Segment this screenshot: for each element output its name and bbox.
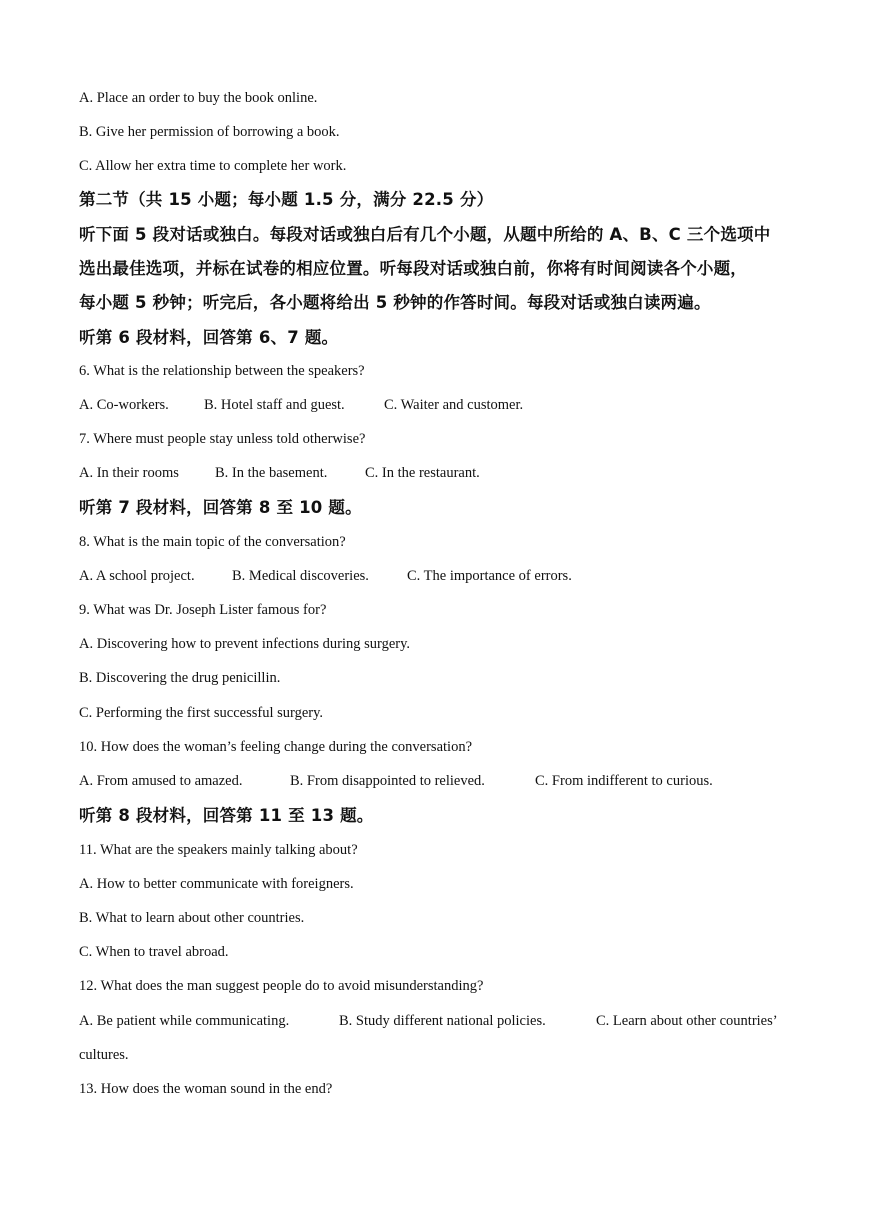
q11-question: 11. What are the speakers mainly talking about?	[79, 842, 358, 858]
q12-question: 12. What does the man suggest people do to avoid misunderstanding?	[79, 978, 484, 994]
q5-option-a: A. Place an order to buy the book online.	[79, 90, 318, 106]
material6-heading: 听第 6 段材料，回答第 6、7 题。	[79, 328, 339, 347]
q6-options	[79, 395, 523, 415]
q11-option-c: C. When to travel abroad.	[79, 944, 229, 960]
q6-option-a: A. Co-workers.	[79, 397, 169, 413]
q6-question: 6. What is the relationship between the speakers?	[79, 363, 365, 379]
section2-instruction-line3: 每小题 5 秒钟；听完后，各小题将给出 5 秒钟的作答时间。每段对话或独白读两遍。	[79, 293, 711, 312]
q10-option-a: A. From amused to amazed.	[79, 773, 243, 789]
q12-option-c-continued: cultures.	[79, 1047, 129, 1063]
q9-option-c: C. Performing the first successful surgery.	[79, 705, 324, 721]
q5-option-c: C. Allow her extra time to complete her work.	[79, 158, 347, 174]
q8-option-b: B. Medical discoveries.	[232, 568, 369, 584]
section2-heading: 第二节（共 15 小题；每小题 1.5 分，满分 22.5 分）	[79, 190, 494, 209]
q10-options	[79, 771, 713, 791]
q12-option-b: B. Study different national policies.	[339, 1013, 546, 1029]
q7-option-b: B. In the basement.	[215, 465, 328, 481]
section2-instruction-line2: 选出最佳选项，并标在试卷的相应位置。听每段对话或独白前，你将有时间阅读各个小题，	[79, 259, 747, 278]
q6-option-b: B. Hotel staff and guest.	[204, 397, 345, 413]
q7-options	[79, 463, 480, 483]
q10-option-c: C. From indifferent to curious.	[535, 773, 713, 789]
q10-question: 10. How does the woman’s feeling change during the conversation?	[79, 739, 473, 755]
q10-option-b: B. From disappointed to relieved.	[290, 773, 485, 789]
q11-option-a: A. How to better communicate with foreigners.	[79, 876, 354, 892]
q13-question: 13. How does the woman sound in the end?	[79, 1081, 333, 1097]
q12-option-c: C. Learn about other countries’	[596, 1013, 778, 1029]
q9-question: 9. What was Dr. Joseph Lister famous for?	[79, 602, 327, 618]
q5-option-b: B. Give her permission of borrowing a book.	[79, 124, 340, 140]
material7-heading: 听第 7 段材料，回答第 8 至 10 题。	[79, 498, 362, 517]
q7-question: 7. Where must people stay unless told otherwise?	[79, 431, 366, 447]
q8-question: 8. What is the main topic of the conversation?	[79, 534, 346, 550]
section2-instruction-line1: 听下面 5 段对话或独白。每段对话或独白后有几个小题，从题中所给的 A、B、C 三个选项中	[79, 225, 771, 244]
q7-option-c: C. In the restaurant.	[365, 465, 480, 481]
material8-heading: 听第 8 段材料，回答第 11 至 13 题。	[79, 806, 374, 825]
q7-option-a: A. In their rooms	[79, 465, 179, 481]
q12-options	[79, 1011, 778, 1031]
q9-option-a: A. Discovering how to prevent infections during surgery.	[79, 636, 411, 652]
q11-option-b: B. What to learn about other countries.	[79, 910, 305, 926]
q6-option-c: C. Waiter and customer.	[384, 397, 524, 413]
q8-options	[79, 566, 572, 586]
q9-option-b: B. Discovering the drug penicillin.	[79, 670, 281, 686]
q8-option-a: A. A school project.	[79, 568, 195, 584]
q12-option-a: A. Be patient while communicating.	[79, 1013, 290, 1029]
q8-option-c: C. The importance of errors.	[407, 568, 572, 584]
